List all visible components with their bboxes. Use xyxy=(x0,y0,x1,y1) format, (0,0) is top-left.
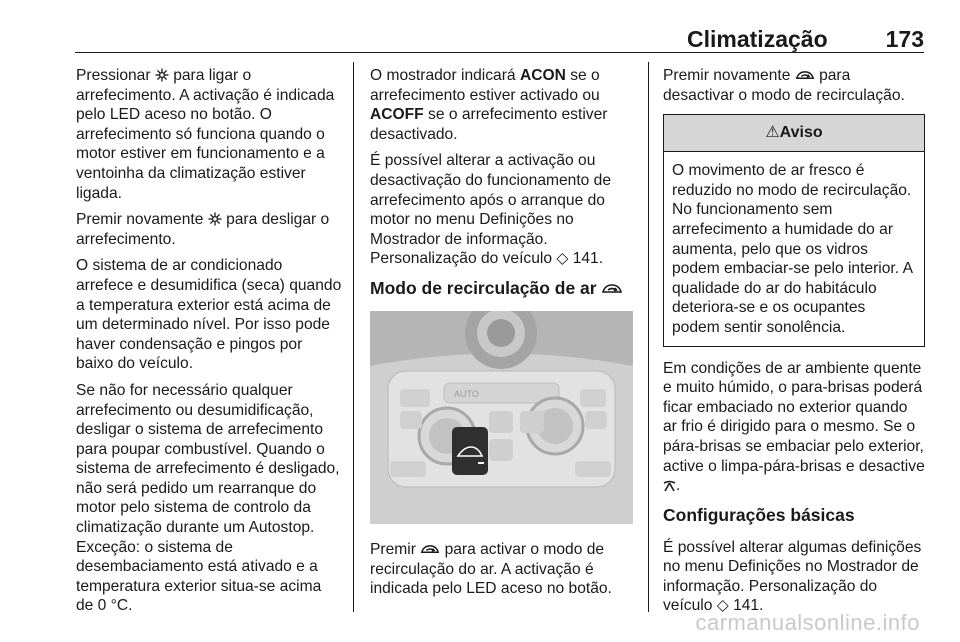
paragraph: O mostrador indicará ACON se o arrefecimento estiver activado ou ACOFF se o arrefecimento estiver desactivado. xyxy=(370,67,608,143)
paragraph: Premir novamente para desligar o arrefecimento. xyxy=(76,211,330,248)
section-heading: Modo de recirculação de ar xyxy=(370,277,635,299)
page-header xyxy=(75,24,924,54)
paragraph: Se não for necessário qualquer arrefecimento ou desumidificação, desligar o sistema de arrefecimento para poupar combustível. Quando o sistema de arrefecimento é desligado, não será pedido um rearranque do motor pelo sistema de controlo da climatização durante um Autostop. Exceção: o sistema de desembaciamento está ativado e a temperatura exterior situa-se acima de 0 °C. xyxy=(76,381,340,615)
paragraph: O sistema de ar condicionado arrefece e desumidifica (seca) quando a temperatura exterior está acima de um determinado nível. Por isso pode haver condensação e pingos por baixo do veículo. xyxy=(76,257,342,373)
page-ref: 141. xyxy=(728,597,764,615)
section-title: Climatização xyxy=(687,25,828,52)
column-2 xyxy=(370,66,635,606)
air-recirculation-icon xyxy=(601,282,623,296)
air-recirculation-icon xyxy=(420,543,440,556)
page-ref-arrow-icon: ◇ xyxy=(716,597,729,615)
column-divider-2 xyxy=(648,62,649,612)
windshield-wiper-icon xyxy=(663,480,676,492)
column-divider-1 xyxy=(353,62,354,612)
column-1 xyxy=(76,66,342,623)
acon-label: ACON xyxy=(519,67,566,84)
page-ref: 141. xyxy=(568,250,604,268)
paragraph: É possível alterar algumas definições no menu Definições no Mostrador de informação. Personalização do veículo ◇ 141. xyxy=(663,538,922,615)
warning-text: O movimento de ar fresco é reduzido no modo de recirculação. No funcionamento sem arrefecimento a humidade do ar aumenta, pelo que os vidros podem embaciar-se pelo interior. A qualidade do ar do habitáculo deteriora-se e os ocupantes podem sentir sonolência. xyxy=(672,162,913,336)
page-ref-arrow-icon: ◇ xyxy=(556,250,569,268)
paragraph: Premir novamente para desactivar o modo de recirculação. xyxy=(663,67,905,104)
page-number: 173 xyxy=(885,25,924,52)
section-heading: Configurações básicas xyxy=(663,504,855,525)
warning-box xyxy=(663,114,925,346)
warning-title: Aviso xyxy=(779,124,823,142)
paragraph: É possível alterar a activação ou desactivação do funcionamento de arrefecimento após o arranque do motor no menu Definições no Mostrador de informação. Personalização do veículo ◇ 141. xyxy=(370,152,612,268)
column-3 xyxy=(663,66,925,623)
watermark: carmanualsonline.info xyxy=(695,610,920,635)
warning-triangle-icon: ⚠ xyxy=(765,124,780,142)
warning-header xyxy=(664,115,924,152)
ac-snowflake-icon xyxy=(155,68,169,82)
header-rule xyxy=(75,52,924,53)
paragraph: Pressionar para ligar o arrefecimento. A activação é indicada pelo LED aceso no botão. O arrefecimento só funciona quando o motor estiver em funcionamento e a ventoinha da climatização estiver ligada. xyxy=(76,67,335,202)
ac-snowflake-icon xyxy=(208,212,222,226)
air-recirculation-icon xyxy=(795,69,815,82)
climate-control-panel-photo xyxy=(370,311,633,524)
paragraph: Premir para activar o modo de recirculação do ar. A activação é indicada pelo LED aceso no botão. xyxy=(370,540,612,598)
paragraph: Em condições de ar ambiente quente e muito húmido, o para-brisas poderá ficar embaciado no exterior quando ar frio é dirigido para o mesmo. Se o pára-brisas se embaciar pelo exterior, active o limpa-pára-brisas e desactive . xyxy=(663,359,925,495)
acoff-label: ACOFF xyxy=(370,106,424,124)
auto-button-label: AUTO xyxy=(454,388,479,399)
